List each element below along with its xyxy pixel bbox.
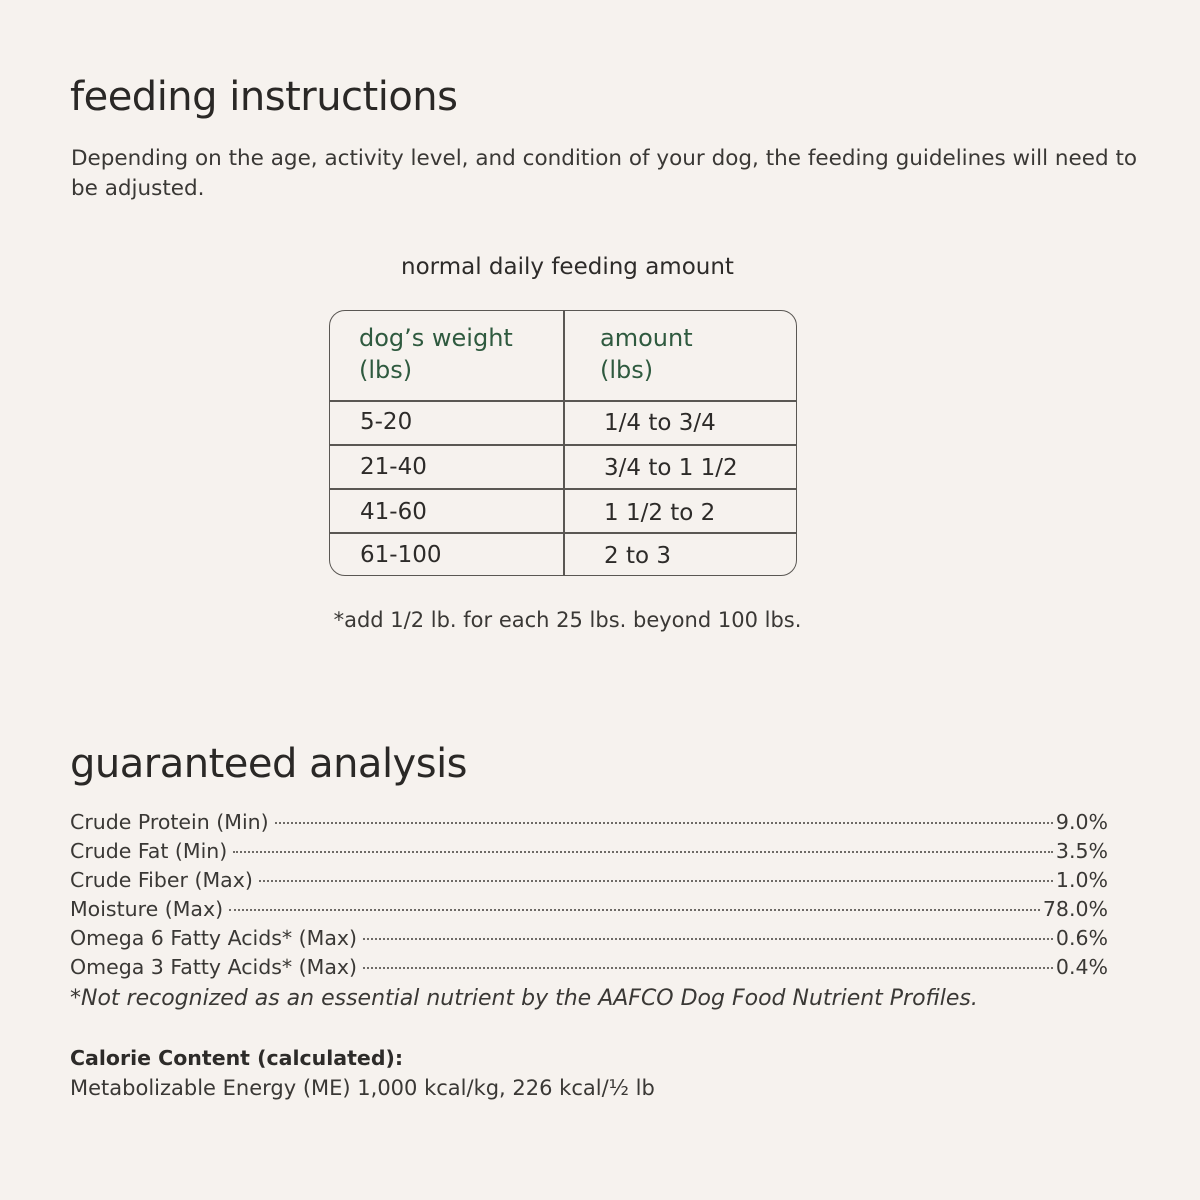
table-row-divider (330, 488, 796, 490)
guaranteed-analysis-title: guaranteed analysis (70, 741, 468, 787)
analysis-row (70, 897, 1108, 926)
dot-leader (363, 967, 1053, 969)
dot-leader (275, 822, 1053, 824)
analysis-label: Crude Fiber (Max) (70, 868, 253, 892)
analysis-label: Crude Fat (Min) (70, 839, 228, 863)
table-cell-weight: 5-20 (360, 409, 413, 435)
feeding-table-title: normal daily feeding amount (401, 254, 734, 280)
analysis-footnote: *Not recognized as an essential nutrient by the AAFCO Dog Food Nutrient Profiles. (70, 986, 978, 1011)
table-cell-amount: 1 1/2 to 2 (604, 500, 716, 526)
analysis-row (70, 839, 1108, 868)
analysis-row (70, 955, 1108, 984)
feeding-table (329, 310, 797, 576)
analysis-value: 0.6% (1055, 926, 1108, 950)
analysis-row (70, 926, 1108, 955)
analysis-value: 1.0% (1055, 868, 1108, 892)
weight-header-line2: (lbs) (359, 356, 413, 384)
table-cell-amount: 2 to 3 (604, 543, 671, 569)
table-cell-amount: 3/4 to 1 1/2 (604, 455, 738, 481)
analysis-row (70, 810, 1108, 839)
analysis-label: Moisture (Max) (70, 897, 224, 921)
table-cell-weight: 61-100 (360, 542, 442, 568)
analysis-label: Omega 6 Fatty Acids* (Max) (70, 926, 358, 950)
amount-column-header (600, 322, 693, 386)
analysis-value: 9.0% (1055, 810, 1108, 834)
dot-leader (229, 909, 1040, 911)
table-column-divider (563, 311, 565, 575)
table-cell-weight: 41-60 (360, 499, 427, 525)
analysis-value: 3.5% (1055, 839, 1108, 863)
calorie-content-text: Metabolizable Energy (ME) 1,000 kcal/kg, 226 kcal/½ lb (70, 1076, 655, 1100)
analysis-label: Omega 3 Fatty Acids* (Max) (70, 955, 358, 979)
feeding-table-note: *add 1/2 lb. for each 25 lbs. beyond 100 lbs. (333, 608, 802, 632)
table-cell-weight: 21-40 (360, 454, 427, 480)
table-row-divider (330, 532, 796, 534)
analysis-row (70, 868, 1108, 897)
dot-leader (363, 938, 1053, 940)
analysis-value: 0.4% (1055, 955, 1108, 979)
dot-leader (233, 851, 1053, 853)
analysis-label: Crude Protein (Min) (70, 810, 269, 834)
calorie-content-heading: Calorie Content (calculated): (70, 1046, 404, 1070)
table-row-divider (330, 444, 796, 446)
table-cell-amount: 1/4 to 3/4 (604, 410, 716, 436)
table-header-divider (330, 400, 796, 402)
dot-leader (259, 880, 1053, 882)
feeding-intro-text: Depending on the age, activity level, and condition of your dog, the feeding guidelines will need to be adjusted. (71, 146, 1138, 201)
weight-column-header (359, 322, 513, 386)
weight-header-line1: dog’s weight (359, 324, 513, 352)
amount-header-line1: amount (600, 324, 693, 352)
amount-header-line2: (lbs) (600, 356, 654, 384)
analysis-value: 78.0% (1042, 897, 1108, 921)
feeding-instructions-title: feeding instructions (70, 74, 458, 120)
